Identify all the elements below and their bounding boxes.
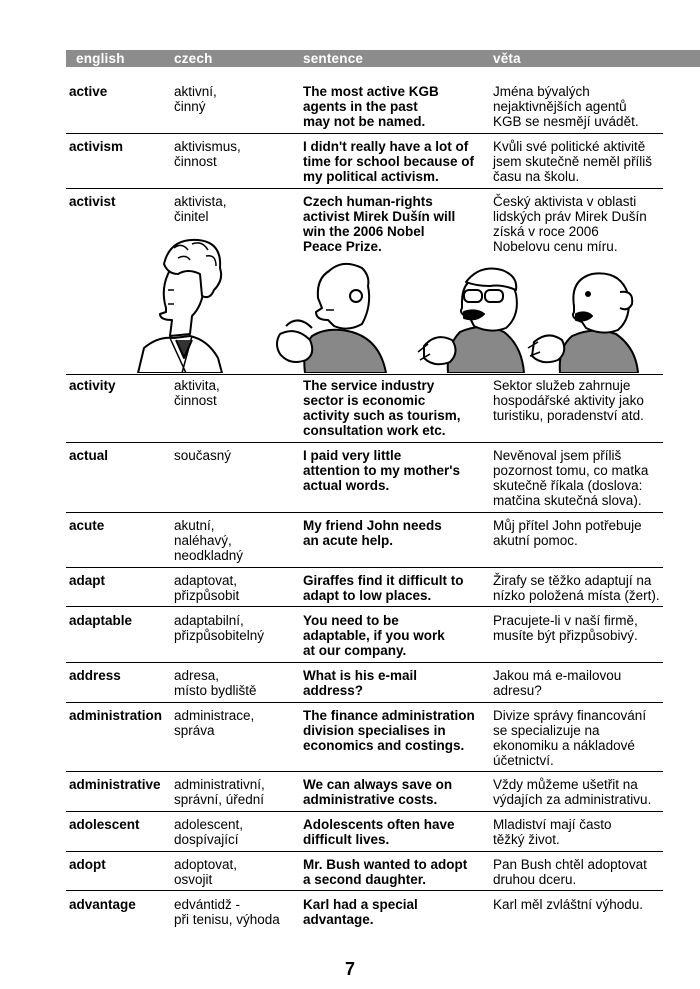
row-divider [66,851,663,852]
example-sentence: Adolescents often have difficult lives. [303,817,455,847]
example-veta: Jména bývalých nejaktivnějších agentů KGB se nesmějí uvádět. [493,84,639,129]
row-divider [66,662,663,663]
czech-translation: administrativní, správní, úřední [174,777,265,807]
activist-illustration [130,228,670,373]
header-veta: věta [493,51,521,66]
english-word: advantage [69,897,136,912]
example-veta: Můj přítel John potřebuje akutní pomoc. [493,518,642,548]
example-veta: Kvůli své politické aktivitě jsem skutečně neměl příliš času na školu. [493,139,653,184]
applauding-man-1 [277,264,386,373]
czech-translation: aktivista, činitel [174,194,227,224]
czech-translation: aktivita, činnost [174,378,220,408]
english-word: activist [69,194,116,209]
czech-translation: aktivismus, činnost [174,139,241,169]
page-number: 7 [344,959,355,979]
header-czech: czech [174,51,213,66]
example-sentence: I paid very little attention to my mother's actual words. [303,448,460,493]
row-divider [66,702,663,703]
example-veta: Mladiství mají často těžký život. [493,817,612,847]
czech-translation: akutní, naléhavý, neodkladný [174,518,244,563]
czech-translation: adresa, místo bydliště [174,668,257,698]
row-divider [66,512,663,513]
english-word: adopt [69,857,106,872]
english-word: adaptable [69,613,133,628]
header-english: english [76,51,125,66]
english-word: acute [69,518,105,533]
row-divider [66,811,663,812]
english-word: adapt [69,573,106,588]
row-divider [66,374,663,375]
english-word: active [69,84,108,99]
example-sentence: Czech human-rights activist Mirek Dušín will win the 2006 Nobel Peace Prize. [303,194,456,254]
example-veta: Sektor služeb zahrnuje hospodářské aktivity jako turistiku, poradenství atd. [493,378,644,423]
example-sentence: Karl had a special advantage. [303,897,418,927]
row-divider [66,890,663,891]
row-divider [66,442,663,443]
row-divider [66,188,663,189]
english-word: actual [69,448,109,463]
example-veta: Pracujete-li v naší firmě, musíte být přizpůsobivý. [493,613,638,643]
example-veta: Divize správy financování se specializuje na ekonomiku a nákladové účetnictví. [493,708,647,768]
example-sentence: The service industry sector is economic activity such as tourism, consultation work etc. [303,378,461,438]
english-word: address [69,668,121,683]
row-divider [66,133,663,134]
example-sentence: What is his e-mail address? [303,668,418,698]
example-veta: Český aktivista v oblasti lidských práv Mirek Dušín získá v roce 2006 Nobelovu cenu míru. [493,194,647,254]
english-word: administration [69,708,163,723]
applauding-man-2 [418,269,524,374]
example-veta: Žirafy se těžko adaptují na nízko položená místa (žert). [493,573,660,603]
example-sentence: Mr. Bush wanted to adopt a second daughter. [303,857,468,887]
row-divider [66,771,663,772]
czech-translation: adoptovat, osvojit [174,857,238,887]
english-word: administrative [69,777,161,792]
czech-translation: administrace, správa [174,708,255,738]
czech-translation: adolescent, dospívající [174,817,244,847]
example-veta: Pan Bush chtěl adoptovat druhou dceru. [493,857,647,887]
english-word: activism [69,139,124,154]
example-veta: Jakou má e-mailovou adresu? [493,668,622,698]
english-word: adolescent [69,817,140,832]
example-sentence: My friend John needs an acute help. [303,518,442,548]
table-header [66,50,700,67]
example-veta: Karl měl zvláštní výhodu. [493,897,644,912]
example-sentence: The most active KGB agents in the past may not be named. [303,84,439,129]
applauding-man-3 [528,273,638,373]
czech-translation: adaptovat, přizpůsobit [174,573,240,603]
example-veta: Nevěnoval jsem příliš pozornost tomu, co matka skutečně říkala (doslova: matčina skutečná slova). [493,448,649,508]
example-sentence: We can always save on administrative costs. [303,777,453,807]
row-divider [66,567,663,568]
czech-translation: adaptabilní, přizpůsobitelný [174,613,265,643]
czech-translation: současný [174,448,232,463]
czech-translation: edvántidž - při tenisu, výhoda [174,897,280,927]
english-word: activity [69,378,116,393]
example-veta: Vždy můžeme ušetřit na výdajích za administrativu. [493,777,652,807]
example-sentence: Giraffes find it difficult to adapt to low places. [303,573,464,603]
example-sentence: You need to be adaptable, if you work at our company. [303,613,445,658]
czech-translation: aktivní, činný [174,84,217,114]
example-sentence: I didn't really have a lot of time for school because of my political activism. [303,139,475,184]
example-sentence: The finance administration division specialises in economics and costings. [303,708,475,753]
header-sentence: sentence [303,51,364,66]
activist-figure [138,240,222,373]
row-divider [66,606,663,607]
